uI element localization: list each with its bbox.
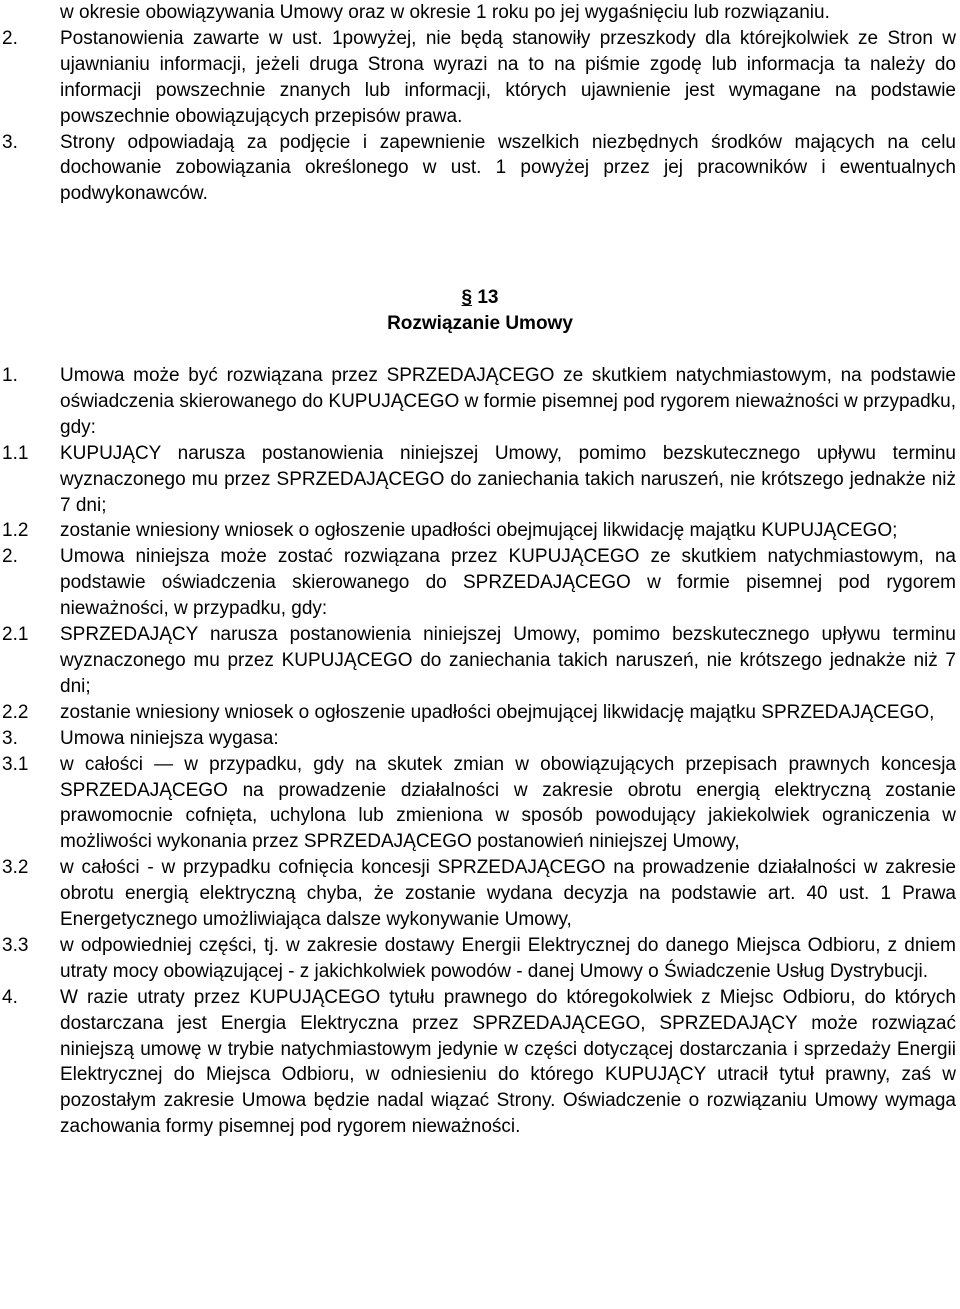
list-item (0, 441, 960, 519)
item-text: w okresie obowiązywania Umowy oraz w okresie 1 roku po jej wygaśnięciu lub rozwiązaniu. (60, 2, 830, 23)
section-number (0, 285, 960, 311)
item-number: 3.1 (2, 753, 29, 775)
list-item (0, 0, 960, 26)
list-item (0, 26, 960, 130)
item-text: Umowa niniejsza może zostać rozwiązana przez KUPUJĄCEGO ze skutkiem natychmiastowym, na podstawie oświadczenia skierowanego do SPRZEDAJĄCEGO w formie pisemnej pod rygorem nieważności, w przypadku, gdy: (60, 546, 956, 620)
item-text: KUPUJĄCY narusza postanowienia niniejszej Umowy, pomimo bezskutecznego upływu terminu wyznaczonego mu przez SPRZEDAJĄCEGO do zaniechania takich naruszeń, nie krótszego jednakże niż 7 dni; (60, 442, 956, 516)
item-number: 1.2 (2, 520, 29, 542)
item-text: zostanie wniesiony wniosek o ogłoszenie upadłości obejmującej likwidację majątku SPRZEDAJĄCEGO, (60, 701, 935, 723)
item-number: 2.2 (2, 701, 29, 723)
item-number: 3.2 (2, 857, 29, 879)
item-text: W razie utraty przez KUPUJĄCEGO tytułu prawnego do któregokolwiek z Miejsc Odbioru, do których dostarczana jest Energia Elektryczna przez SPRZEDAJĄCEGO, SPRZEDAJĄCY może rozwiązać niniejszą umowę w trybie natychmiastowym jedynie w części dotyczącej dostarczania i sprzedaży Energii Elektrycznej do Miejsca Odbioru, w odniesieniu do którego KUPUJĄCY utracił tytuł prawny, zaś w pozostałym zakresie Umowa będzie nadal wiązać Strony. Oświadczenie o rozwiązaniu Umowy wymaga zachowania formy pisemnej pod rygorem nieważności. (60, 986, 956, 1138)
item-number: 3. (2, 131, 18, 153)
item-text: w całości — w przypadku, gdy na skutek zmian w obowiązujących przepisach prawnych koncesja SPRZEDAJĄCEGO na prowadzenie działalności w zakresie obrotu energią elektryczną zostanie prawomocnie cofnięta, uchylona lub zmieniona w sposób powodujący jakiekolwiek ograniczenia w możliwości wykonania przez SPRZEDAJĄCEGO postanowień niniejszej Umowy, (60, 753, 956, 853)
item-number: 1. (2, 365, 18, 386)
item-number: 2. (2, 27, 18, 49)
intro-block (0, 0, 960, 207)
list-item (0, 855, 960, 933)
item-number: 2. (2, 546, 18, 568)
item-text: Postanowienia zawarte w ust. 1powyżej, nie będą stanowiły przeszkody dla którejkolwiek ze Stron w ujawnianiu informacji, jeżeli druga Strona wyrazi na to na piśmie zgodę lub informacja ta należy do informacji powszechnie znanych lub informacji, których ujawnienie jest wymagane na podstawie powszechnie obowiązujących przepisów prawa. (60, 27, 956, 127)
list-item (0, 726, 960, 752)
item-text: zostanie wniesiony wniosek o ogłoszenie upadłości obejmującej likwidację majątku KUPUJĄCEGO; (60, 520, 898, 542)
item-number: 3.3 (2, 934, 29, 956)
paragraph-symbol: § (461, 287, 473, 308)
list-item (0, 363, 960, 441)
list-item (0, 544, 960, 622)
item-number: 2.1 (2, 624, 29, 646)
item-number: 3. (2, 727, 18, 749)
item-text: w odpowiedniej części, tj. w zakresie dostawy Energii Elektrycznej do danego Miejsca Odbioru, z dniem utraty mocy obowiązującej - z jakichkolwiek powodów - danej Umowy o Świadczenie Usług Dystrybucji. (60, 934, 956, 982)
list-item (0, 622, 960, 700)
item-number: 1.1 (2, 442, 29, 464)
section-body (0, 363, 960, 1140)
list-item (0, 985, 960, 1140)
section-title: Rozwiązanie Umowy (387, 313, 573, 334)
list-item (0, 130, 960, 208)
item-number: 4. (2, 986, 18, 1008)
item-text: Umowa może być rozwiązana przez SPRZEDAJĄCEGO ze skutkiem natychmiastowym, na podstawie oświadczenia skierowanego do KUPUJĄCEGO w formie pisemnej pod rygorem nieważności w przypadku, gdy: (60, 365, 956, 438)
section-number-value: 13 (477, 287, 499, 308)
list-item (0, 518, 960, 544)
item-text: Strony odpowiadają za podjęcie i zapewnienie wszelkich niezbędnych środków mających na celu dochowanie zobowiązania określonego w ust. 1 powyżej przez jej pracowników i ewentualnych podwykonawców. (60, 131, 956, 205)
item-text: w całości - w przypadku cofnięcia koncesji SPRZEDAJĄCEGO na prowadzenie działalności w zakresie obrotu energią elektryczną chyba, że zostanie wydana decyzja na podstawie art. 40 ust. 1 Prawa Energetycznego umożliwiająca dalsze wykonywanie Umowy, (60, 857, 956, 931)
list-item (0, 700, 960, 726)
item-text: SPRZEDAJĄCY narusza postanowienia niniejszej Umowy, pomimo bezskutecznego upływu terminu wyznaczonego mu przez KUPUJĄCEGO do zaniechania takich naruszeń, nie krótszego jednakże niż 7 dni; (60, 624, 956, 697)
list-item (0, 933, 960, 985)
list-item (0, 752, 960, 856)
section-heading (0, 285, 960, 337)
item-text: Umowa niniejsza wygasa: (60, 727, 279, 749)
